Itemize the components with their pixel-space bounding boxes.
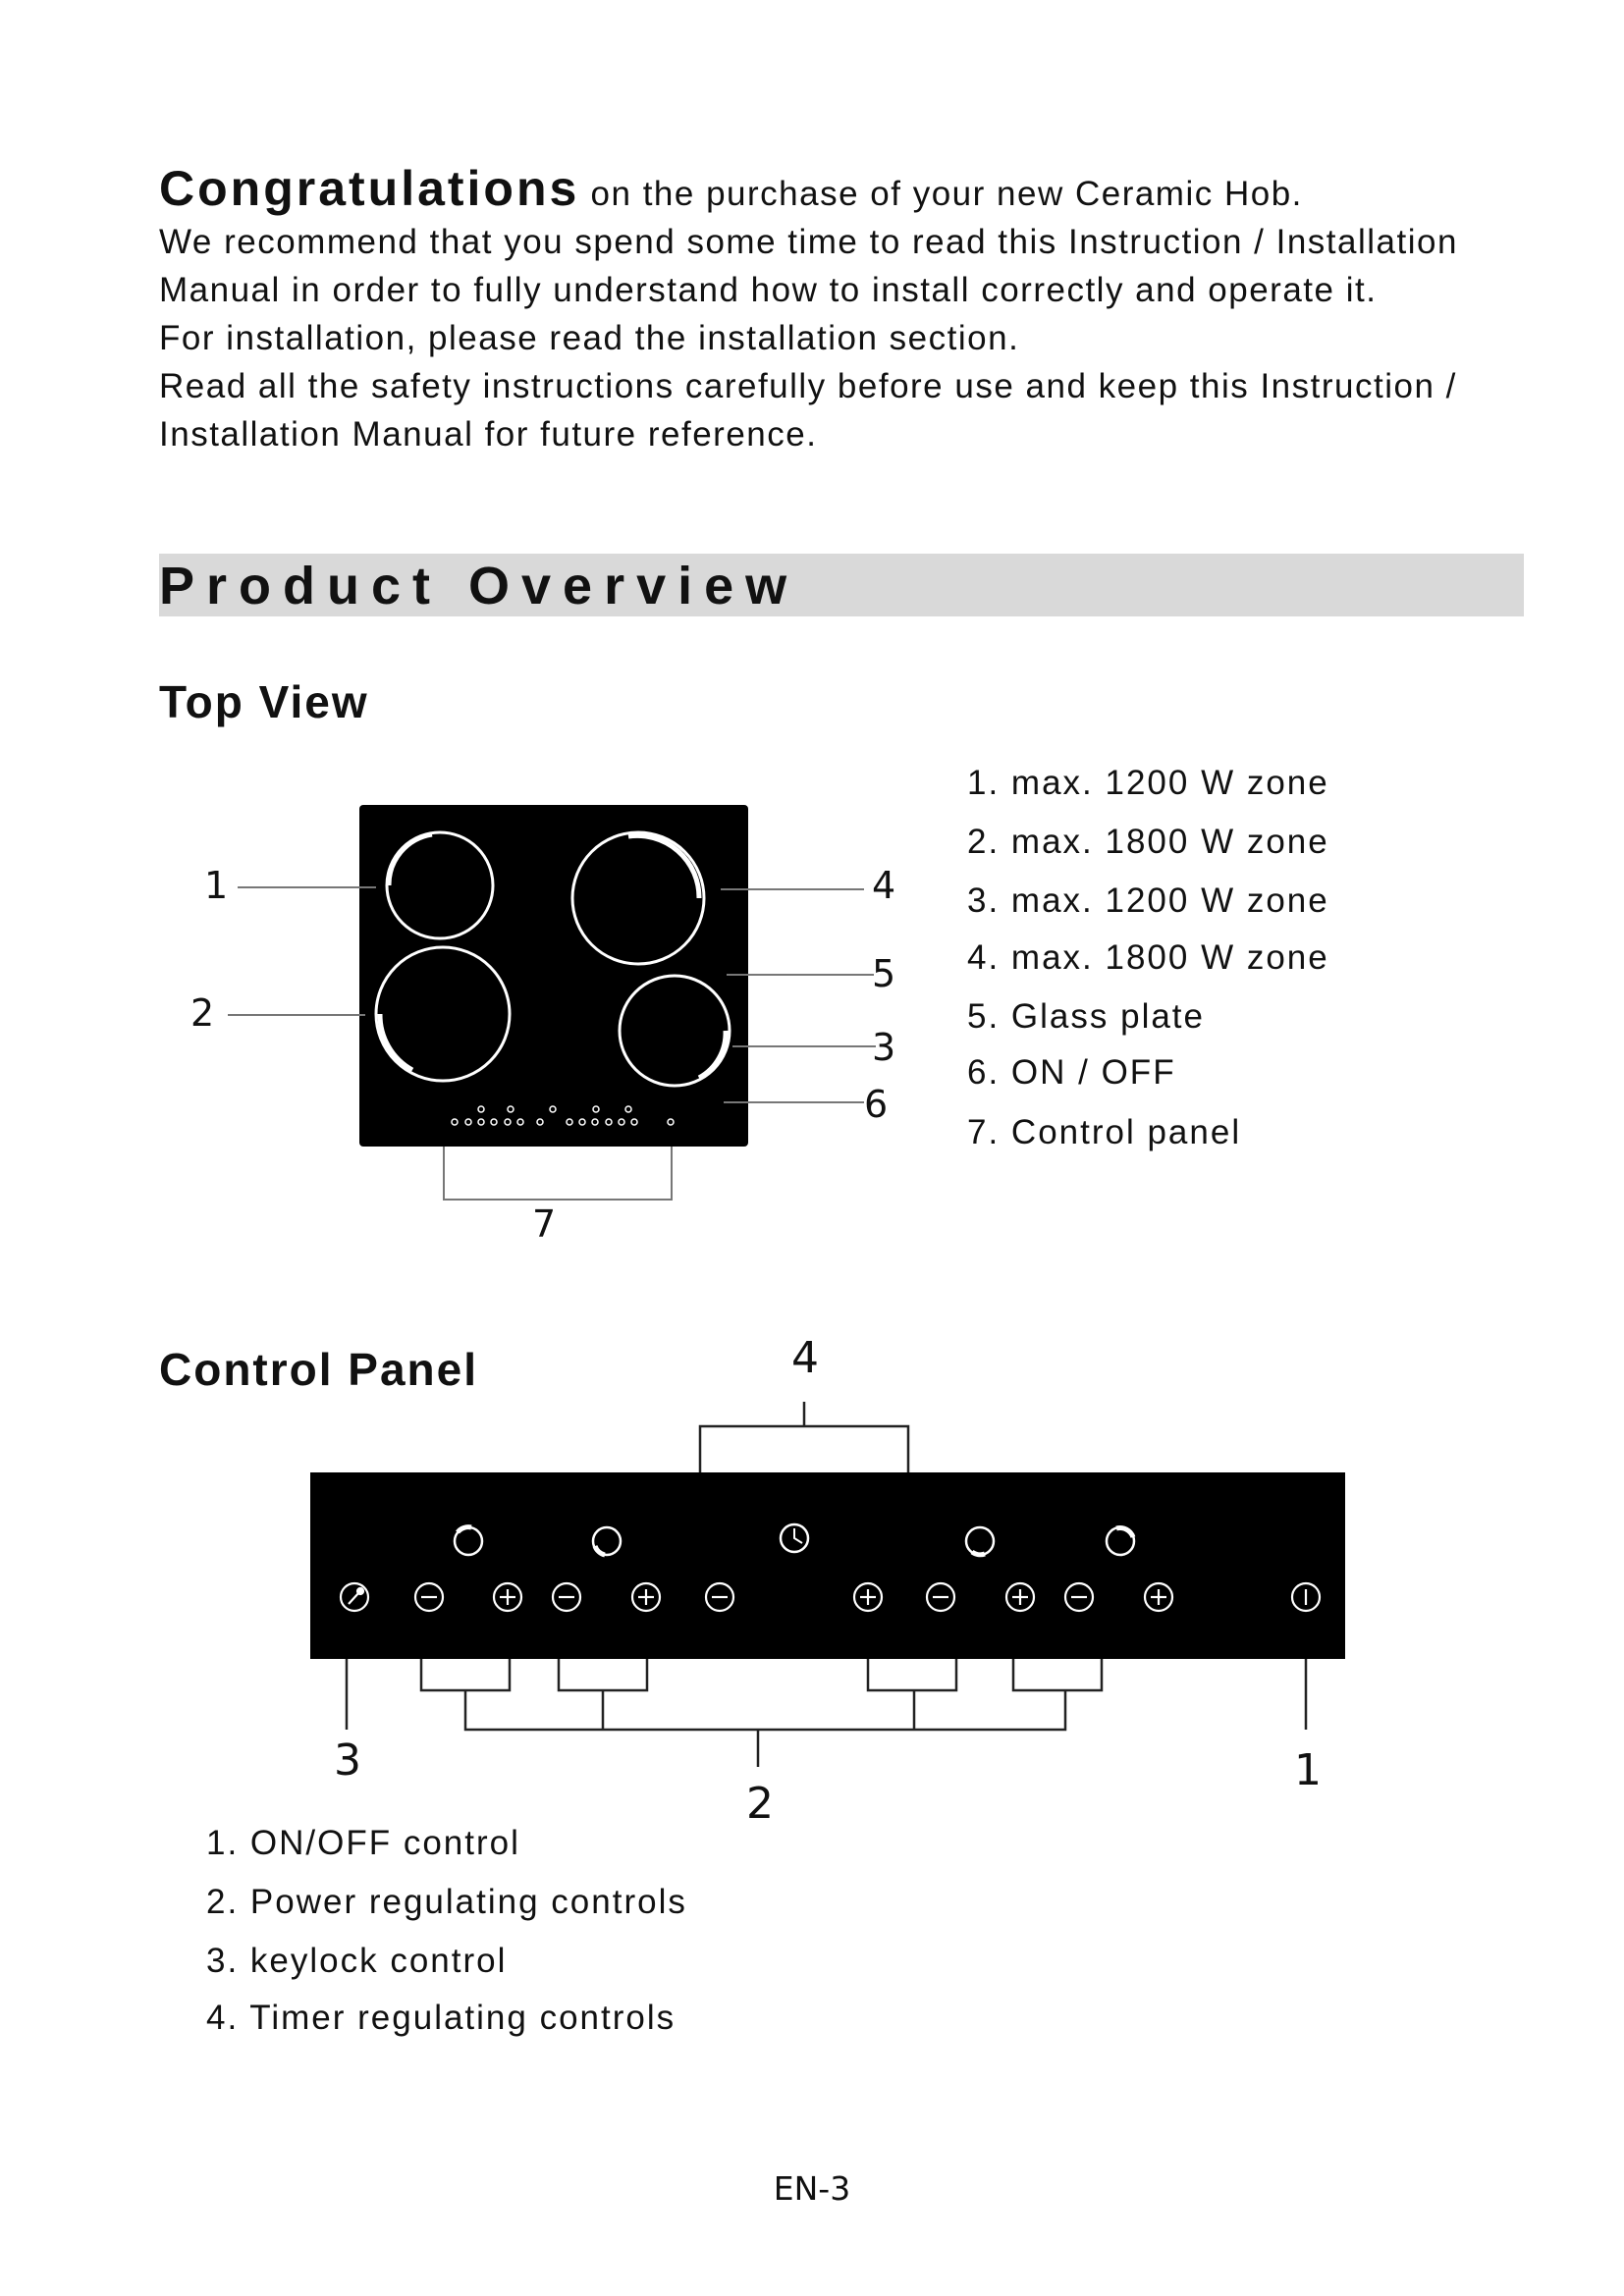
- panel-callout-4: 4: [791, 1333, 819, 1383]
- legend-item: 2. Power regulating controls: [206, 1883, 687, 1921]
- callout-label-5: 5: [872, 952, 896, 995]
- callout-label-6: 6: [864, 1083, 889, 1126]
- callout-bracket-7: [444, 1147, 672, 1200]
- intro-line-1-rest: on the purchase of your new Ceramic Hob.: [579, 175, 1303, 213]
- callout-label-4: 4: [872, 864, 896, 907]
- top-view-legend: [967, 764, 1556, 1176]
- panel-callout-1: 1: [1294, 1745, 1322, 1795]
- legend-item: 1. max. 1200 W zone: [967, 764, 1329, 802]
- legend-item: 4. Timer regulating controls: [206, 1999, 677, 2037]
- legend-item: 3. keylock control: [206, 1942, 508, 1980]
- page-number: EN-3: [773, 2169, 851, 2208]
- intro-line-3: Manual in order to fully understand how to install correctly and operate it.: [159, 271, 1378, 309]
- legend-item: 4. max. 1800 W zone: [967, 938, 1329, 977]
- intro-line-2: We recommend that you spend some time to read this Instruction / Installation: [159, 223, 1458, 261]
- legend-item: 2. max. 1800 W zone: [967, 823, 1329, 861]
- callout-bracket-4: [700, 1426, 908, 1472]
- intro-line-6: Installation Manual for future reference.: [159, 415, 818, 454]
- legend-item: 6. ON / OFF: [967, 1053, 1176, 1092]
- legend-item: 5. Glass plate: [967, 997, 1205, 1036]
- intro-line-5: Read all the safety instructions carefully before use and keep this Instruction /: [159, 367, 1457, 405]
- section-title: Product Overview: [159, 557, 799, 615]
- callout-label-3: 3: [872, 1026, 896, 1069]
- callout-label-1: 1: [204, 864, 229, 907]
- intro-line-4: For installation, please read the installation section.: [159, 319, 1020, 357]
- legend-item: 7. Control panel: [967, 1113, 1242, 1151]
- control-panel-strip: [310, 1472, 1345, 1659]
- legend-item: 3. max. 1200 W zone: [967, 881, 1329, 920]
- callout-label-7: 7: [532, 1202, 557, 1246]
- top-view-heading: Top View: [159, 676, 369, 727]
- callout-label-2: 2: [190, 991, 215, 1035]
- control-panel-heading: Control Panel: [159, 1344, 479, 1395]
- legend-item: 1. ON/OFF control: [206, 1824, 520, 1862]
- intro-lead: Congratulations: [159, 161, 580, 216]
- callout-bracket-2: [465, 1690, 1065, 1730]
- control-panel-legend: [206, 1824, 1090, 2059]
- panel-callout-3: 3: [334, 1735, 361, 1786]
- panel-callout-2: 2: [746, 1779, 774, 1829]
